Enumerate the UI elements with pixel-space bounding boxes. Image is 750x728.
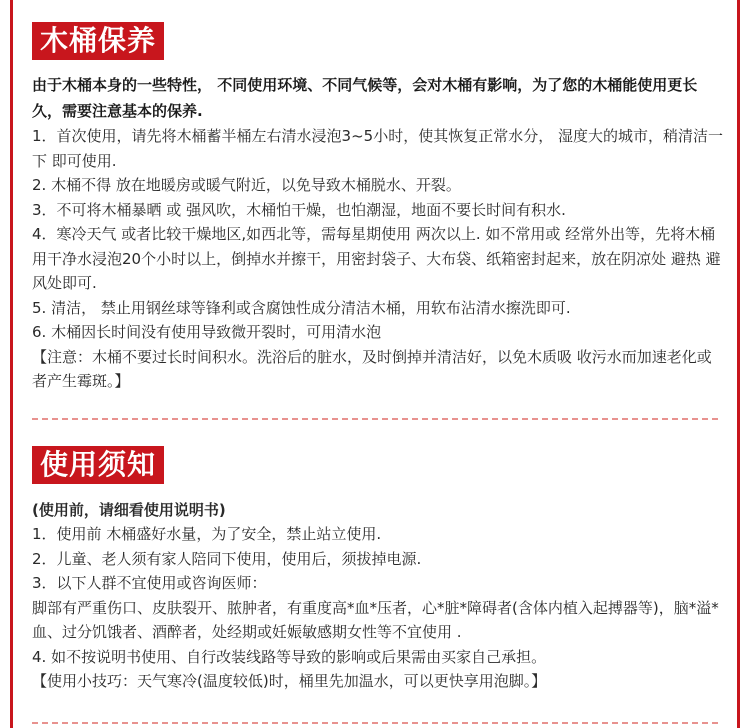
- usage-line: 1．使用前 木桶盛好水量，为了安全，禁止站立使用.: [32, 525, 382, 543]
- bottom-divider: [32, 722, 718, 724]
- maintenance-line: 2. 木桶不得 放在地暖房或暖气附近，以免导致木桶脱水、开裂。: [32, 176, 461, 194]
- maintenance-line: 6. 木桶因长时间没有使用导致微开裂时，可用清水泡: [32, 323, 382, 341]
- usage-tip: 【使用小技巧：天气寒冷(温度较低)时，桶里先加温水，可以更快享用泡脚。】: [32, 672, 547, 690]
- usage-title: 使用须知: [32, 446, 164, 484]
- usage-line: 2．儿童、老人须有家人陪同下使用，使用后，须拔掉电源.: [32, 549, 422, 568]
- usage-line: 4. 如不按说明书使用、自行改装线路等导致的影响或后果需由买家自己承担。: [32, 647, 547, 666]
- usage-subtitle: (使用前，请细看使用说明书): [32, 501, 226, 519]
- usage-line: 脚部有严重伤口、皮肤裂开、脓肿者，有重度高*血*压者，心*脏*障碍者(含体内植入起搏器等)，脑*溢*血、过分饥饿者、酒醉者，处经期或妊娠敏感期女性等不宜使用 .: [32, 598, 719, 641]
- maintenance-line: 3．不可将木桶暴晒 或 强风吹，木桶怕干燥，也怕潮湿，地面不要长时间有积水.: [32, 200, 566, 219]
- maintenance-intro: 由于木桶本身的一些特性， 不同使用环境、不同气候等，会对木桶有影响，为了您的木桶能使用更长久，需要注意基本的保养.: [32, 76, 698, 120]
- usage-list: [32, 522, 726, 694]
- maintenance-list: [32, 124, 726, 394]
- maintenance-line: 1．首次使用，请先将木桶蓄半桶左右清水浸泡3~5小时，使其恢复正常水分， 湿度大的城市，稍清洁一下 即可使用.: [32, 127, 723, 170]
- frame-right-border: [737, 0, 740, 728]
- usage-line: 3．以下人群不宜使用或咨询医师：: [32, 574, 267, 592]
- usage-section: [32, 446, 726, 694]
- section-divider: [32, 418, 718, 420]
- maintenance-note: 【注意：木桶不要过长时间积水。洗浴后的脏水，及时倒掉并清洁好，以免木质吸 收污水而加速老化或者产生霉斑。】: [32, 347, 712, 390]
- maintenance-line: 5. 清洁， 禁止用钢丝球等锋利或含腐蚀性成分清洁木桶，用软布沾清水擦洗即可.: [32, 298, 571, 317]
- frame-left-border: [10, 0, 13, 728]
- maintenance-section: [32, 22, 726, 394]
- maintenance-line: 4．寒冷天气 或者比较干燥地区,如西北等，需每星期使用 两次以上. 如不常用或 经常外出等，先将木桶 用干净水浸泡20个小时以上，倒掉水并擦干，用密封袋子、大布袋、纸箱密封起来，放在阴凉处 避热 避风处即可.: [32, 225, 721, 292]
- maintenance-title: 木桶保养: [32, 22, 164, 60]
